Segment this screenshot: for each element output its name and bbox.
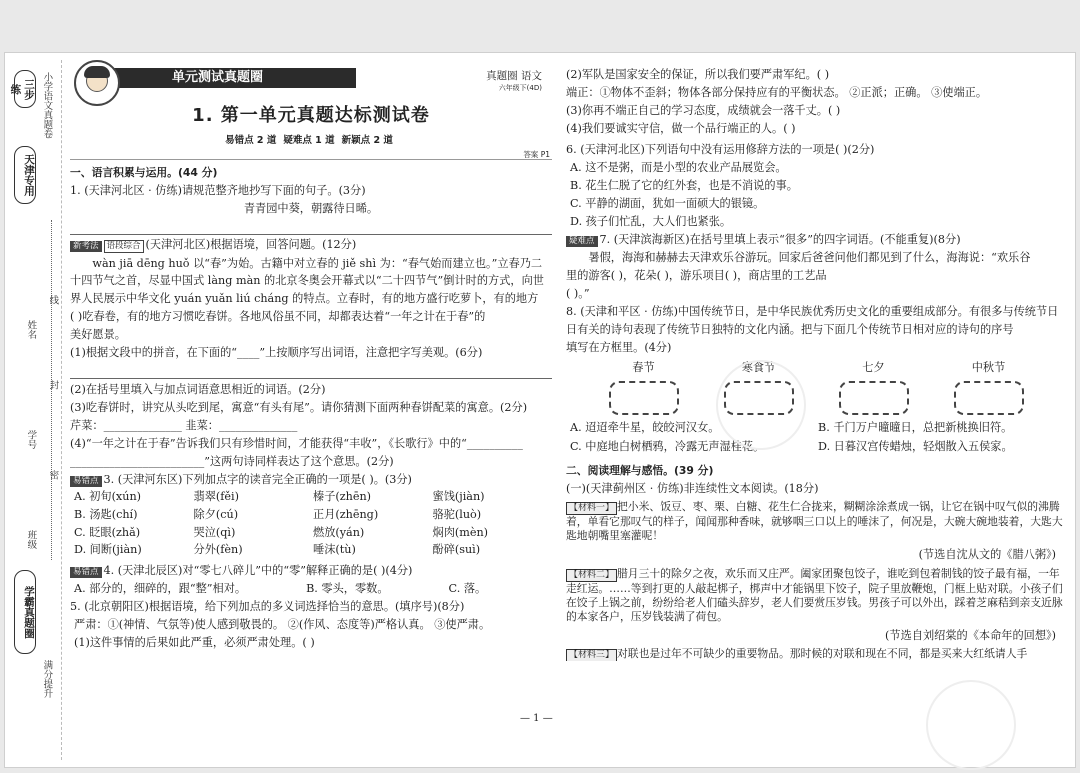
option[interactable]: B. 汤匙(chí) <box>74 507 138 521</box>
festival-qixi <box>832 361 916 415</box>
passage-line-4: ( )吃春卷，有的地方习惯吃春饼。各地风俗虽不同，却都表达着“一年之计在于春”的 <box>70 310 486 324</box>
question-2-text: (天津河北区)根据语境，回答问题。(12分) <box>145 238 357 252</box>
material-2-cite: (节选自刘绍棠的《本命年的回想》) <box>885 629 1056 643</box>
answer-line-q2-1[interactable] <box>70 367 552 379</box>
option: 哭泣(qì) <box>193 525 236 539</box>
option-c: C. 中庭地白树栖鸦，冷露无声湿桂花。 <box>570 439 765 453</box>
definition-duanzheng: 端正：①物体不歪斜；物体各部分保持应有的平衡状态。 ②正派；正确。 ③使端正。 <box>566 86 988 100</box>
section-2-heading: 二、阅读理解与感悟。(39 分) <box>566 464 714 478</box>
reading-1-heading: (一)(天津蓟州区 · 仿练)非连续性文本阅读。(18分) <box>566 481 819 495</box>
binding-line <box>51 220 52 560</box>
tag-new-method: 新考法 <box>70 241 102 252</box>
material-1-text: 把小米、饭豆、枣、栗、白糖、花生仁合拢来，糊糊涂涂煮成一锅，让它在锅中叹气似的沸腾着，单看它那叹气的样子，闻闻那种香味，就够咽三口以上的唾沫了，何况是，大碗大碗地装着，大匙大匙地朝嘴里塞灌呢！ <box>566 499 1063 543</box>
stat-easy-wrong: 易错点 2 道 <box>225 135 277 147</box>
answer-box[interactable] <box>609 381 679 415</box>
question-3-options <box>70 490 552 560</box>
festival-label: 寒食节 <box>741 361 776 375</box>
question-7-line-3: ( )。” <box>566 287 590 301</box>
mascot-avatar <box>74 60 120 106</box>
option[interactable]: C. 眨眼(zhǎ) <box>74 525 141 539</box>
option: 除夕(cú) <box>193 507 239 521</box>
material-tag: 【材料二】 <box>566 569 617 583</box>
header-banner <box>70 60 552 90</box>
field-id-label: 学号 <box>25 430 37 449</box>
sidebar-box-bottom: 学霸真题圈 <box>14 570 36 654</box>
answer-box[interactable] <box>954 381 1024 415</box>
section-1-heading: 一、语言积累与运用。(44 分) <box>70 166 218 180</box>
field-class-label: 班级 <box>25 530 37 549</box>
right-column <box>566 60 1066 661</box>
question-5: 5. (北京朝阳区)根据语境，给下列加点的多义词选择恰当的意思。(填序号)(8分) <box>70 599 465 613</box>
question-2-4-cont: ________________________”这两句诗同样表达了这个意思。(2分) <box>70 454 394 468</box>
binding-line-mark-3: 密 <box>47 470 59 480</box>
answer-reference: 答案 P1 <box>70 150 552 161</box>
question-6-option-a[interactable]: A. 这不是粥，而是小型的农业产品展览会。 <box>570 160 787 174</box>
question-4 <box>70 564 552 579</box>
copy-sentence: 青青园中葵，朝露待日晞。 <box>243 202 379 216</box>
question-8-options <box>566 421 1066 458</box>
tag-difficult: 疑难点 <box>566 236 598 247</box>
question-8-line-3: 填写在方框里。(4分) <box>566 340 672 354</box>
binding-line-mark-2: 封 <box>47 380 59 390</box>
festival-label: 春节 <box>632 361 655 375</box>
banner-title: 单元测试真题圈 <box>100 68 356 88</box>
page-number: — 1 — <box>520 713 553 724</box>
option[interactable]: A. 初旬(xún) <box>74 490 142 504</box>
option-b: B. 千门万户曈曈日，总把新桃换旧符。 <box>818 421 1013 434</box>
festival-boxes <box>566 361 1066 415</box>
option: 榛子(zhēn) <box>313 490 372 504</box>
sidebar-box-top: 天津专用 <box>14 146 36 204</box>
festival-label: 中秋节 <box>971 361 1006 375</box>
sidebar-strip-bottom: 满分提升 <box>41 660 53 698</box>
question-stats <box>70 135 552 147</box>
question-2-3: (3)吃春饼时，讲究从头吃到尾，寓意“有头有尾”。请你猜测下面两种春饼配菜的寓意。(2分) <box>70 400 528 414</box>
binding-sidebar <box>6 60 62 760</box>
passage-line-5: 美好愿景。 <box>70 328 126 342</box>
option: 焖肉(mèn) <box>432 525 489 539</box>
stat-difficult: 疑难点 1 道 <box>283 135 335 147</box>
option-b[interactable]: B. 零头，零数。 <box>306 581 389 595</box>
tag-easy-wrong: 易错点 <box>70 476 102 487</box>
option[interactable]: D. 间断(jiàn) <box>74 543 142 557</box>
question-5-4: (4)我们要诚实守信，做一个品行端正的人。( ) <box>566 122 796 136</box>
material-1-cite: (节选自沈从文的《腊八粥》) <box>918 548 1056 562</box>
question-2-3-answers: 芹菜：______________ 韭菜：______________ <box>70 418 298 432</box>
stat-novel: 新颖点 2 道 <box>341 135 393 147</box>
brand-label: 真题圈 语文 <box>486 70 542 82</box>
passage-line-2: 十四节气之首，尽显中国式 làng màn 的北京冬奥会开幕式以“二十四节气”倒计时的方式，向世 <box>70 274 544 288</box>
option-a[interactable]: A. 部分的，细碎的，跟“整”相对。 <box>74 581 247 595</box>
passage-line-1: wàn jiā dēng huǒ 以“春”为始。古籍中对立春的 jiě shì 为：“春气始而建立也。”立春乃二 <box>92 256 543 270</box>
question-2-4: (4)“一年之计在于春”告诉我们只有珍惜时间，才能获得“丰收”，《长歌行》中的“__________ <box>70 436 523 450</box>
tag-passage: 语段综合 <box>104 240 144 253</box>
page-title: 1. 第一单元真题达标测试卷 <box>192 105 430 126</box>
option: 酚碎(suì) <box>432 543 481 557</box>
binding-line-mark-1: 线 <box>47 295 59 305</box>
passage-line-3: 界人民展示中华文化 yuán yuǎn liú cháng 的特点。立春时，有的地方盛行吃萝卜，有的地方 <box>70 292 539 306</box>
question-4-text: 4. (天津北辰区)对“零七八碎儿”中的“零”解释正确的是( )(4分) <box>103 564 413 578</box>
question-2-1: (1)根据文段中的拼音，在下面的“____”上按顺序写出词语，注意把字写美观。(6分) <box>70 346 483 360</box>
material-3 <box>566 647 1066 661</box>
question-7-text: 7. (天津滨海新区)在括号里填上表示“很多”的四字词语。(不能重复)(8分) <box>599 233 961 247</box>
material-3-text: 对联也是过年不可缺少的重要物品。那时候的对联和现在不同，都是买来大红纸请人手 <box>617 647 1028 661</box>
left-column <box>70 60 552 650</box>
question-8: 8. (天津和平区 · 仿练)中国传统节日，是中华民族优秀历史文化的重要组成部分。有很多与传统节日 <box>566 305 1059 319</box>
watermark-seal <box>926 680 1016 770</box>
question-6-option-c[interactable]: C. 平静的湖面，犹如一面硕大的银镜。 <box>570 196 765 210</box>
material-1 <box>566 500 1066 544</box>
definition-yansu: 严肃：①(神情、气氛等)使人感到敬畏的。 ②(作风、态度等)严格认真。 ③使严肃。 <box>74 617 491 631</box>
material-2 <box>566 567 1066 625</box>
question-6: 6. (天津河北区)下列语句中没有运用修辞方法的一项是( )(2分) <box>566 142 875 156</box>
question-1: 1. (天津河北区 · 仿练)请规范整齐地抄写下面的句子。(3分) <box>70 184 366 198</box>
festival-spring <box>602 361 686 415</box>
question-7-line-2: 里的游客( )，花朵( )，游乐项目( )，商店里的工艺品 <box>566 269 827 283</box>
material-2-text: 腊月三十的除夕之夜，欢乐而又庄严。阖家团聚包饺子，谁吃到包着制钱的饺子最有福，一年走红运。……等到打更的人敲起梆子，梆声中才能锅里下饺子，院子里放鞭炮，门框上贴对联。小孩子们在饺子上锅之前，纷纷给老人们磕头辞岁，老人们要赏压岁钱。男孩子可以外出，踩着芝麻秸到亲支近脉的本家各户，压岁钱装满了荷包。 <box>566 566 1063 624</box>
question-4-options <box>70 582 552 597</box>
option-c[interactable]: C. 落。 <box>448 581 487 595</box>
material-tag: 【材料一】 <box>566 502 617 516</box>
question-5-3: (3)你再不端正自己的学习态度，成绩就会一落千丈。( ) <box>566 104 841 118</box>
option: 骆驼(luò) <box>432 507 482 521</box>
option-d: D. 日暮汉宫传蜡烛，轻烟散入五侯家。 <box>818 439 1013 453</box>
option: 燃放(yán) <box>313 525 365 539</box>
option: 蜜饯(jiàn) <box>432 490 485 504</box>
material-tag: 【材料三】 <box>566 649 617 661</box>
badge-three-steps: 三步练 <box>14 70 36 108</box>
question-2-2: (2)在括号里填入与加点词语意思相近的词语。(2分) <box>70 382 326 396</box>
question-7-line-1: 暑假，海海和赫赫去天津欢乐谷游玩。回家后爸爸问他们都见到了什么，海海说：“欢乐谷 <box>588 251 1031 265</box>
watermark-seal <box>716 360 806 450</box>
question-3-text: 3. (天津河东区)下列加点字的读音完全正确的一项是( )。(3分) <box>103 472 412 486</box>
tag-easy-wrong: 易错点 <box>70 567 102 578</box>
option-a: A. 迢迢牵牛星，皎皎河汉女。 <box>570 421 720 434</box>
field-name-label: 姓名 <box>25 320 37 339</box>
question-6-option-b[interactable]: B. 花生仁脱了它的红外套，也是不消说的事。 <box>570 178 798 192</box>
festival-midautumn <box>947 361 1031 415</box>
question-8-line-2: 日有关的诗句表现了传统节日独特的文化内涵。把与下面几个传统节日相对应的诗句的序号 <box>566 322 1014 336</box>
sidebar-strip-top: 小学语文真题卷 <box>41 72 53 139</box>
option: 唾沫(tù) <box>313 543 356 557</box>
question-5-2: (2)军队是国家安全的保证，所以我们要严肃军纪。( ) <box>566 68 830 81</box>
festival-label: 七夕 <box>862 361 885 375</box>
answer-line-q1[interactable] <box>70 223 552 235</box>
question-7 <box>566 233 1066 248</box>
question-6-option-d[interactable]: D. 孩子们忙乱，大人们也紧张。 <box>570 215 732 228</box>
option: 正月(zhēng) <box>313 507 379 521</box>
question-5-1: (1)这件事情的后果如此严重，必须严肃处理。( ) <box>74 635 315 649</box>
question-3 <box>70 473 552 488</box>
option: 翡翠(fěi) <box>193 490 239 504</box>
question-2 <box>70 238 552 253</box>
grade-label: 六年级下(4D) <box>498 84 542 92</box>
answer-box[interactable] <box>839 381 909 415</box>
option: 分外(fèn) <box>193 543 243 557</box>
